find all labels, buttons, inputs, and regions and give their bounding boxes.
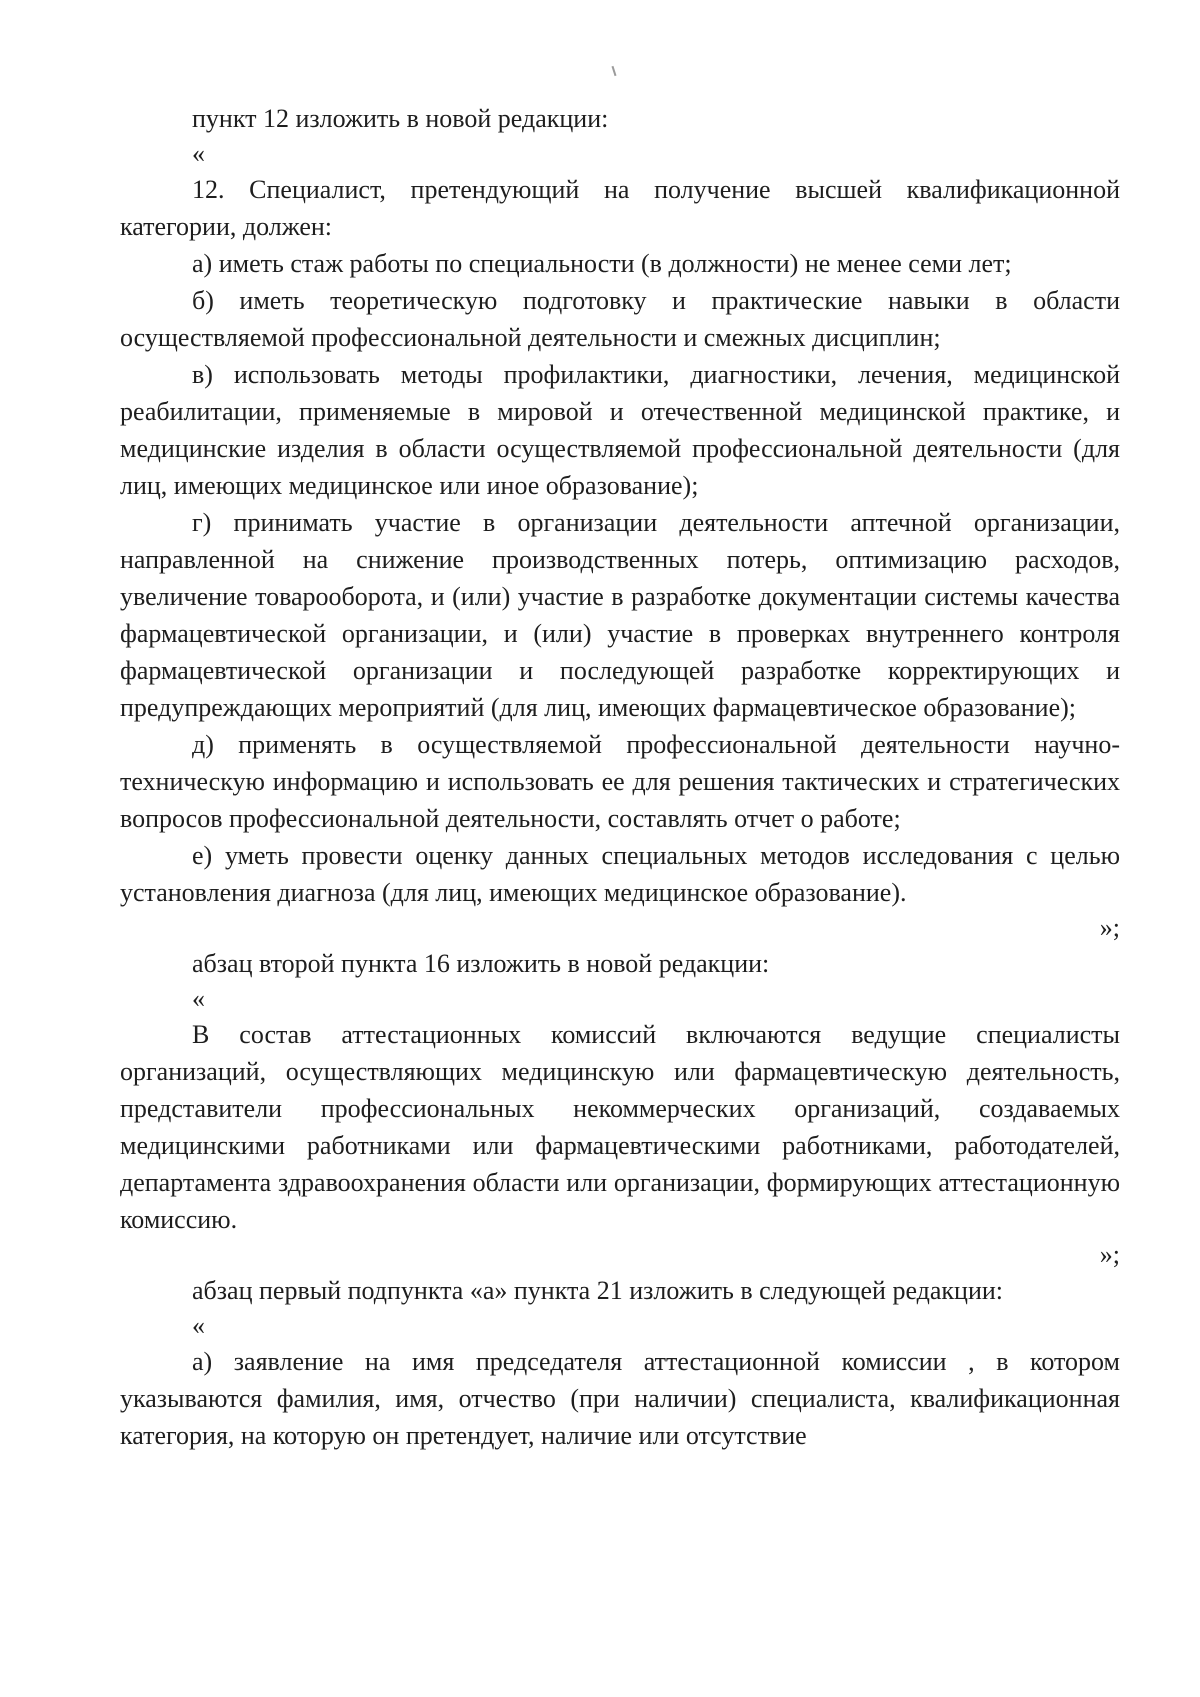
subitem-v: в) использовать методы профилактики, диагностики, лечения, медицинской реабилитации, применяемые в мировой и отечественной медицинской практике, и медицинские изделия в области осуществляемой профессиональной деятельности (для лиц, имеющих медицинское или иное образование); xyxy=(120,360,1120,500)
paragraph-16: В состав аттестационных комиссий включаются ведущие специалисты организаций, осуществляющих медицинскую или фармацевтическую деятельность, представители профессиональных некоммерческих организаций, создаваемых медицинскими работниками или фармацевтическими работниками, работодателей, департамента здравоохранения области или организации, формирующих аттестационную комиссию. xyxy=(120,1020,1120,1234)
open-quote: « xyxy=(192,139,205,168)
subitem-b: б) иметь теоретическую подготовку и практические навыки в области осуществляемой профессиональной деятельности и смежных дисциплин; xyxy=(120,286,1120,352)
amendment-intro-12: пункт 12 изложить в новой редакции: xyxy=(192,104,609,133)
subitem-e: е) уметь провести оценку данных специальных методов исследования с целью установления диагноза (для лиц, имеющих медицинское образование). xyxy=(120,841,1120,907)
close-quote: »; xyxy=(1099,913,1120,942)
scan-mark xyxy=(612,66,617,76)
item-12: 12. Специалист, претендующий на получение высшей квалификационной категории, должен: xyxy=(120,175,1120,241)
open-quote: « xyxy=(192,1311,205,1340)
subitem-d: д) применять в осуществляемой профессиональной деятельности научно-техническую информацию и использовать ее для решения тактических и стратегических вопросов профессиональной деятельности, составлять отчет о работе; xyxy=(120,730,1120,833)
subitem-g: г) принимать участие в организации деятельности аптечной организации, направленной на снижение производственных потерь, оптимизацию расходов, увеличение товарооборота, и (или) участие в разработке документации системы качества фармацевтической организации, и (или) участие в проверках внутреннего контроля фармацевтической организации и последующей разработке корректирующих и предупреждающих мероприятий (для лиц, имеющих фармацевтическое образование); xyxy=(120,508,1120,722)
close-quote: »; xyxy=(1099,1240,1120,1269)
amendment-intro-16: абзац второй пункта 16 изложить в новой редакции: xyxy=(192,949,770,978)
open-quote: « xyxy=(192,984,205,1013)
amendment-intro-21: абзац первый подпункта «а» пункта 21 изложить в следующей редакции: xyxy=(192,1276,1004,1305)
document-body xyxy=(120,100,1120,1454)
subitem-a: а) иметь стаж работы по специальности (в должности) не менее семи лет; xyxy=(192,249,1012,278)
paragraph-21a: а) заявление на имя председателя аттестационной комиссии , в котором указываются фамилия, имя, отчество (при наличии) специалиста, квалификационная категория, на которую он претендует, наличие или отсутствие xyxy=(120,1347,1120,1450)
